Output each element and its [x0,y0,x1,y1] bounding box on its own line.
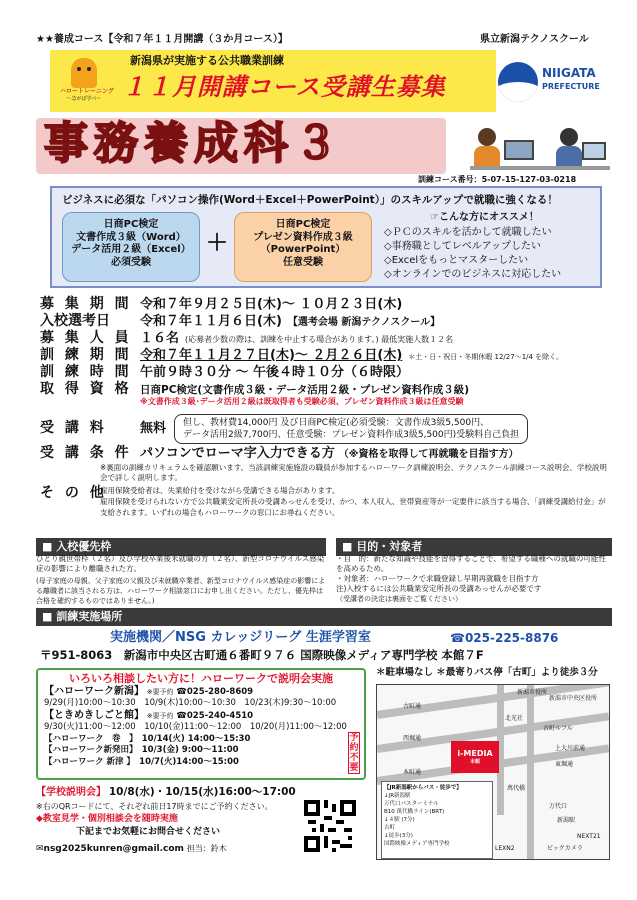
condition-small-note: ※裏面の訓練カリキュラムを確認願います。当該訓練実施施設の職員が参加するハローワーク訓練説明会、テクノスクール訓練コース説明会、学校説明会で詳しく説明します。 [100,463,607,482]
hw-maki: 【ハローワーク 巻 】 10/14(火) 14:00～15:30 [44,733,251,744]
capacity-value: １６名 [140,331,180,346]
hw-tokimeki-dates: 9/30(火)11:00～12:00 10/10(金)11:00～12:00 10/20(月)11:00～12:00 [44,722,347,733]
briefing-title: 【学校説明会】 [36,787,106,798]
capacity-note: (応募者少数の際は、訓練を中止する場合があります。) 最低実施人数１２名 [185,335,454,344]
niigata-prefecture-logo: NIIGATA PREFECTURE [498,60,608,108]
purpose-text: ・目 的：新たな知識や技能を習得することで、希望する職種への就職の可能性を高めるため。 ・対象者：ハローワークで求職登録し早期再就職を目指す方 注)入校するには公共職業安定所長の受講あっせんが必要です （受講者の決定は裏面をご覧ください） [336,554,606,603]
recommend-item: ◇オンラインでのビジネスに対応したい [384,269,562,280]
condition-value: パソコンでローマ字入力できる方 [140,446,335,461]
office-workers-illustration [470,118,610,174]
qr-code-icon[interactable] [304,800,356,852]
hw-shibata: 【ハローワーク新発田】 10/3(金) 9:00～11:00 [44,745,239,756]
consult-title: いろいろ相談したい方に！ハローワークで説明会実施 [69,672,333,685]
course-code: 訓練コース番号：5-07-15-127-03-0218 [418,175,577,184]
recommend-item: ◇ＰＣのスキルを活かして就職したい [384,227,552,238]
qr-note: ※右のQRコードにて、それぞれ前日17時までにご予約ください。 [36,802,273,811]
qualification-value: 日商PC検定(文書作成３級・データ活用２級・プレゼン資料作成３級) [140,384,470,396]
i-media-building: i-MEDIA 本館 [451,741,499,773]
fee-detail-box: 但し、教材費14,000円 及び日商PC検定(必須受験：文書作成3級5,500円、 データ活用2級7,700円、任意受験：プレゼン資料作成3級5,500円)受験料自己負担 [174,414,528,444]
time-label: 訓 練 時 間 [40,364,132,380]
banner-subtitle: 新潟県が実施する公共職業訓練 [130,54,284,67]
capacity-label: 募 集 人 員 [40,330,132,346]
recommend-item: ◇Excelをもっとマスターしたい [384,255,529,266]
course-name: 事務養成科３ [44,118,344,169]
venue-title: ■ 訓練実施場所 [36,608,612,626]
title-banner [50,50,496,112]
qualification-label: 取 得 資 格 [40,381,132,397]
period-label: 訓 練 期 間 [40,347,132,363]
exam-place: 【選考会場 新潟テクノスクール】 [287,317,441,328]
hellowork-consult-box: いろいろ相談したい方に！ハローワークで説明会実施 【ハローワーク新潟】 ※要予約 ☎025-280-8609 9/29(月)10:00～10:30 10/9(木)10:00～10:30 10/23(木)9:30～10:00 【ときめきしごと館】 ※要予約 ☎025-240-4510 9/30(火)11:00～12:00 10/10(金)11:00～12:00 10/20(月)11:00～12:00 【ハローワーク 巻 】 10/14(火) 14:00～15:30 【ハローワーク新発田】 10/3(金) 9:00～11:00 【ハローワーク 新津 】 10/7(火)14:00～15:00 予約不要 [36,668,366,780]
condition-label: 受 講 条 件 [40,445,132,461]
hw-niitsu: 【ハローワーク 新津 】 10/7(火)14:00～15:00 [44,756,239,767]
main-title: １１月開講コース受講生募集 [122,73,446,101]
invite-text: 下記までお気軽にお問合せください [76,827,221,837]
niigata-emblem-icon [498,62,538,102]
hw-niigata-dates: 9/29(月)10:00～10:30 10/9(木)10:00～10:30 10/23(木)9:30～10:00 [44,698,337,709]
qualification-note: ※文書作成３級･データ活用２級は既取得者も受験必須、プレゼン資料作成３級は任意受験 [140,397,464,406]
condition-note: （※資格を取得して再就職を目指す方） [338,449,519,460]
briefing-section [36,786,298,856]
recommend-title: ☞こんな方にオススメ！ [430,212,539,223]
training-time: 午前９時３０分 ～ 午後４時１０分（６時限） [140,365,410,380]
venue-org: 実施機関／NSG カレッジリーグ 生涯学習室 [110,630,371,645]
exam-label: 入校選考日 [40,313,110,329]
contact-person: 担当：鈴木 [186,844,227,853]
visit-note: ◆教室見学・個別相談会を随時実施 [36,814,178,824]
school-name: 県立新潟テクノスクール [480,34,589,45]
hw-tokimeki: 【ときめきしごと館】 [44,709,144,721]
recruit-period: 令和７年９月２５日(木)～ １０月２３日(木) [140,297,403,312]
intro-panel [50,186,602,288]
optional-exam-box: 日商PC検定 プレゼン資料作成３級 （PowerPoint） 任意受験 [234,212,372,282]
venue-address: 〒951-8063 新潟市中央区古町通６番町９７６ 国際映像メディア専門学校 本館７F [40,648,484,662]
hw-niigata: 【ハローワーク新潟】 [44,685,144,697]
priority-text: ひとり親世帯枠（２名）及び学校卒業後未就職の方（２名）、新型コロナウイルス感染症の影響により離職された方。 (母子家庭の母親、父子家庭の父親及び未就職卒業者、新型コロナウイルス感染症の影響による離職者に該当される方は、ハローワーク相談窓口にお申し出ください。ただし、優先枠は合格を確約するものではありません。) [36,554,326,605]
details-section [40,296,610,518]
plus-sign: ＋ [206,231,229,256]
fee-label: 受 講 料 [40,420,107,437]
no-reservation-badge: 予約不要 [349,733,359,773]
other-text: 雇用保険受給者は、失業給付を受けながら受講できる場合があります。 雇用保険を受けられない方で公共職業安定所長の受講あっせんを受け、かつ、本人収入、世帯資産等が一定要件に該当する場合、「訓練受講給付金」が支給されます。いずれの場合もハローワークの窓口にお尋ねください。 [100,486,606,517]
access-map: i-MEDIA 本館 新潟市役所 古町通 新潟市中央区役所 北光社 西堀通 古町ルフル 本町通 上大川前通 東堀通 萬代橋 【JR新潟駅からバス・徒歩で】 ↓JR新潟駅 万代口バスターミナル B10 萬代橋ライン(BRT) ↓４駅 (7分) 古町 ↓徒歩(3分) 国際映像メディア専門学校 万代口 新潟駅 LEXN2 ビックカメラ NEXT21 [376,684,610,860]
recommend-item: ◇事務職としてレベルアップしたい [384,241,541,252]
period-note: ＊土・日・祝日・冬期休暇 12/27～1/4 を除く。 [408,353,564,361]
recruit-label: 募 集 期 間 [40,296,132,312]
exam-date: 令和７年１１月６日(木) [140,314,282,329]
venue-access: ＊駐車場なし ＊最寄りバス停「古町」より徒歩３分 [376,667,598,678]
mascot-icon [71,58,97,88]
hello-training-logo: ハロートレーニング ～急がば学べ～ [60,58,108,104]
route-box: 【JR新潟駅からバス・徒歩で】 ↓JR新潟駅 万代口バスターミナル B10 萬代橋ライン(BRT) ↓４駅 (7分) 古町 ↓徒歩(3分) 国際映像メディア専門学校 [381,781,493,859]
intro-headline: ビジネスに必須な「パソコン操作(Word＋Excel＋PowerPoint）」のスキルアップで就職に強くなる！ [62,194,558,206]
fee-value: 無料 [140,420,167,436]
briefing-dates: 10/8(水)・10/15(水)16:00～17:00 [108,786,296,798]
training-period: 令和７年１１月２７日(木)～ ２月２６日(木) [140,348,403,363]
course-tag: ★★養成コース【令和７年１１月開講（３か月コース）】 [36,34,288,45]
venue-tel: ☎025-225-8876 [450,631,559,645]
required-exam-box: 日商PC検定 文書作成３級（Word） データ活用２級（Excel） 必須受験 [62,212,200,282]
other-label: そ の 他 [40,485,107,501]
contact-email[interactable]: ✉nsg2025kunren@gmail.com [36,844,184,854]
recommend-list [384,226,561,282]
priority-title: ■ 入校優先枠 [36,538,326,556]
purpose-title: ■ 目的・対象者 [336,538,612,556]
